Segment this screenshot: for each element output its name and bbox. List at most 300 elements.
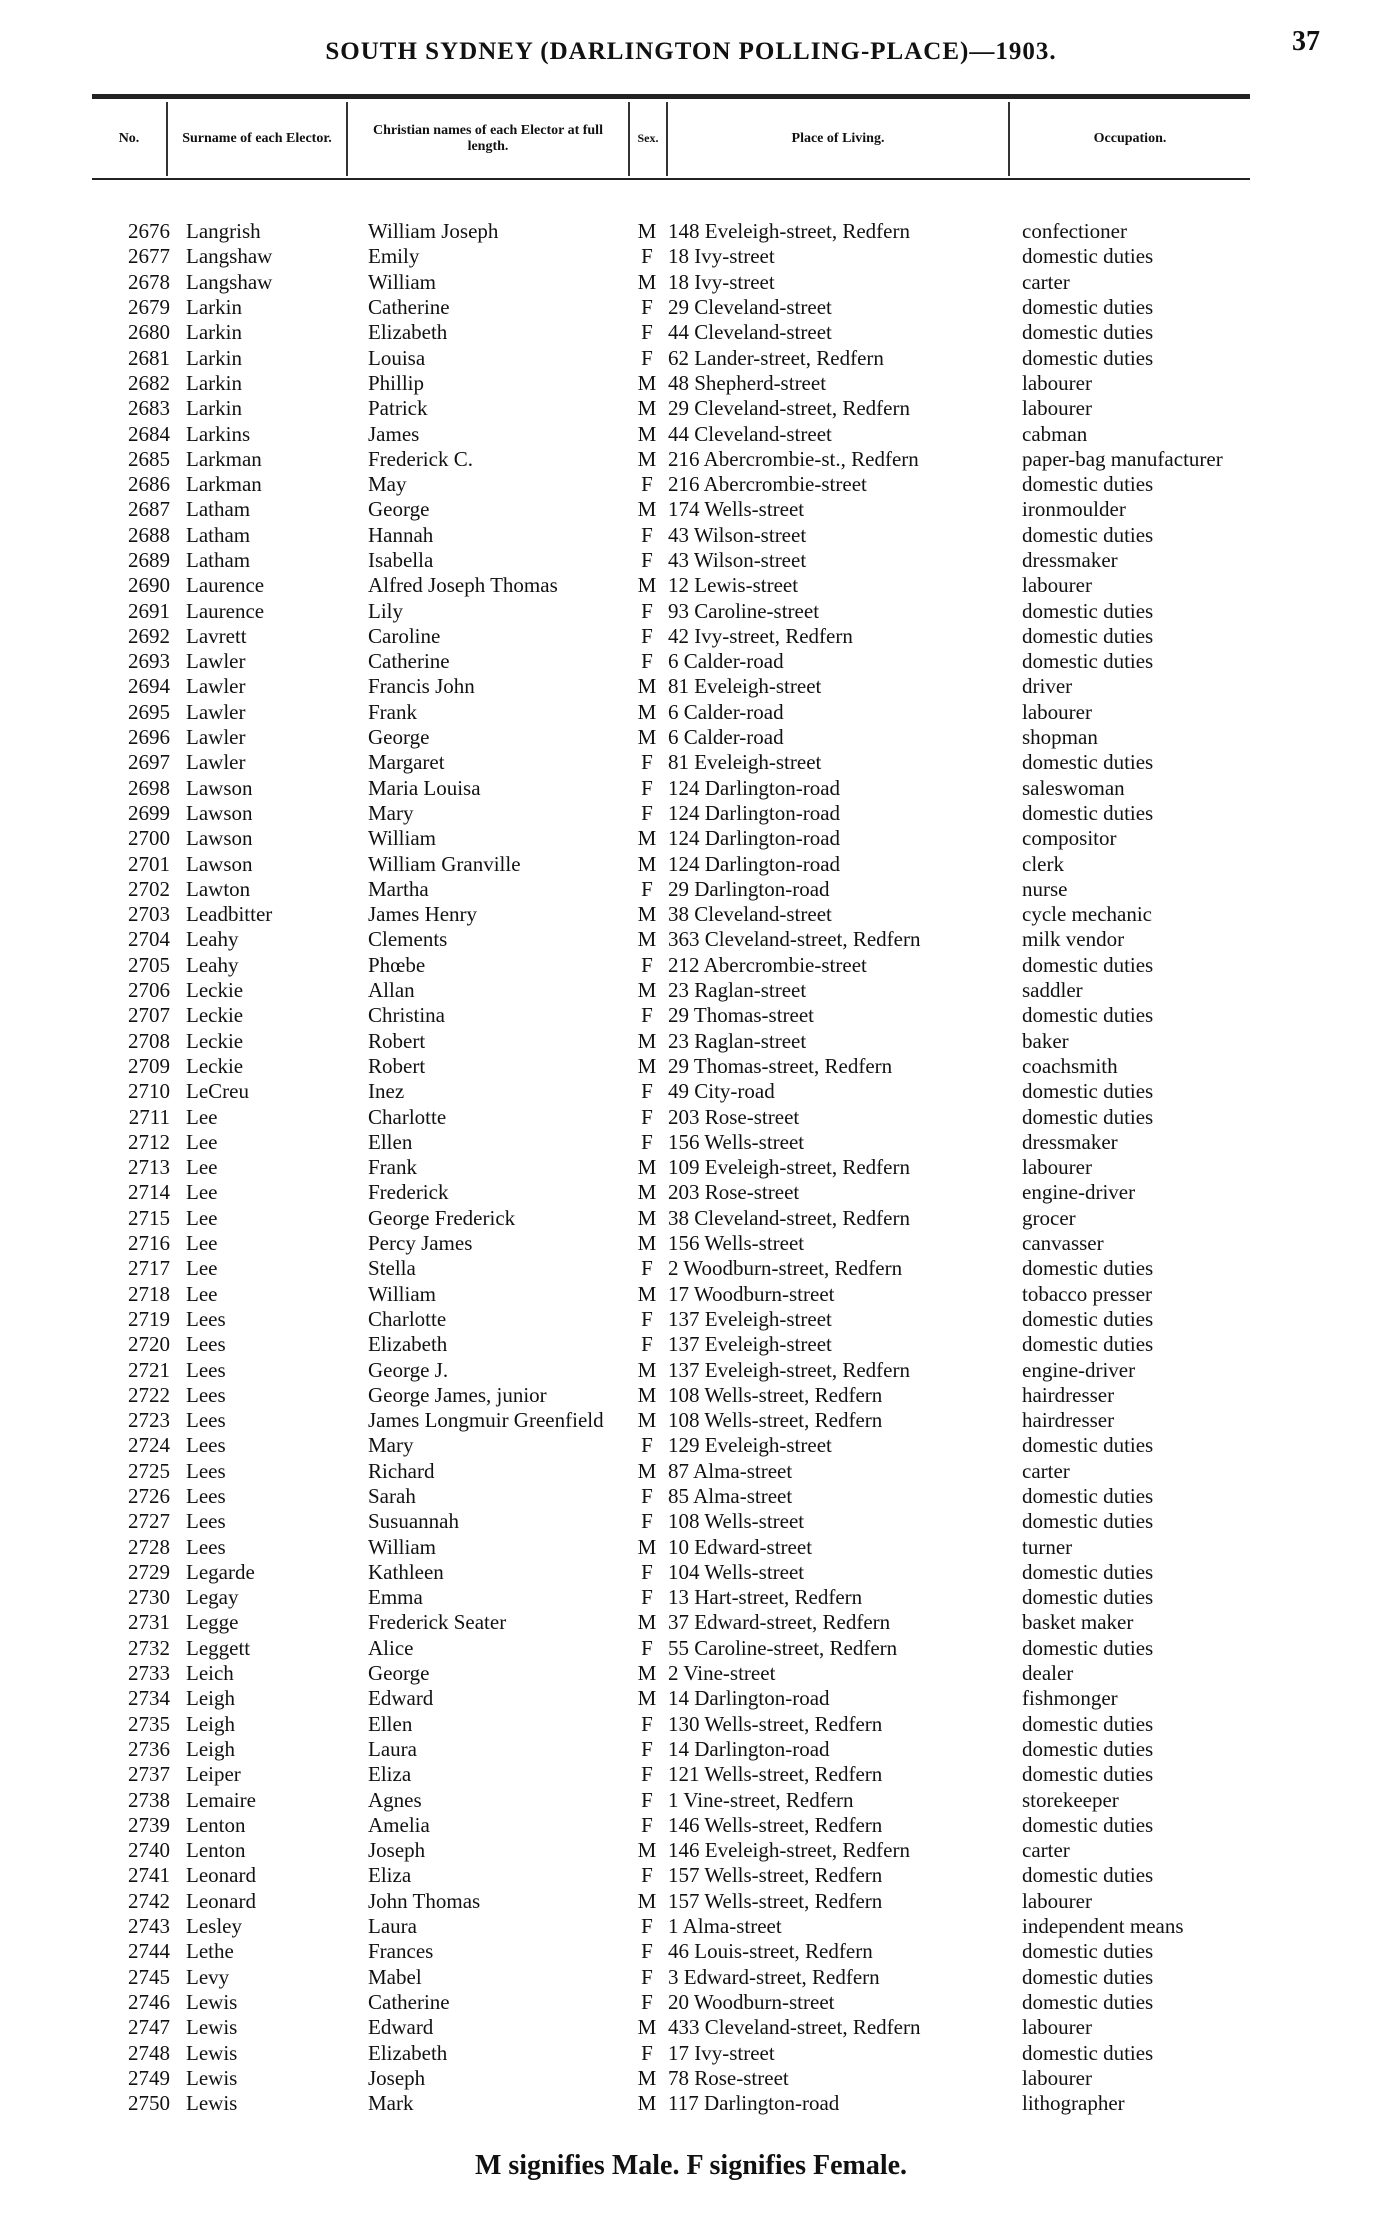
elector-place-of-living: 148 Eveleigh-street, Redfern <box>668 219 910 244</box>
elector-surname: Larkman <box>186 446 262 471</box>
table-row <box>92 1332 1292 1357</box>
elector-sex: F <box>641 1256 653 1281</box>
elector-place-of-living: 29 Cleveland-street <box>668 295 832 320</box>
table-row <box>92 1686 1292 1711</box>
table-row <box>92 1408 1292 1433</box>
elector-christian-names: George <box>368 725 430 750</box>
table-row <box>92 548 1292 573</box>
elector-christian-names: Francis John <box>368 674 475 699</box>
column-header-surname: Surname of each Elector. <box>168 102 348 176</box>
elector-occupation: domestic duties <box>1022 1509 1154 1534</box>
elector-christian-names: Phœbe <box>368 952 426 977</box>
elector-place-of-living: 23 Raglan-street <box>668 978 807 1003</box>
column-header-occupation: Occupation. <box>1093 130 1167 146</box>
elector-place-of-living: 49 City-road <box>668 1079 775 1104</box>
elector-surname: Lee <box>186 1180 218 1205</box>
elector-christian-names: Martha <box>368 876 429 901</box>
elector-sex: M <box>637 370 657 395</box>
elector-occupation: carter <box>1022 1838 1070 1863</box>
elector-occupation: domestic duties <box>1022 1559 1154 1584</box>
elector-sex: F <box>641 1989 653 2014</box>
elector-occupation: domestic duties <box>1022 2040 1154 2065</box>
elector-number: 2683 <box>128 396 170 421</box>
elector-sex: F <box>641 320 653 345</box>
elector-christian-names: May <box>368 472 407 497</box>
elector-sex: F <box>641 1129 653 1154</box>
elector-sex: M <box>637 1382 657 1407</box>
elector-christian-names: Richard <box>368 1458 435 1483</box>
elector-number: 2745 <box>128 1964 170 1989</box>
elector-place-of-living: 38 Cleveland-street <box>668 902 832 927</box>
elector-surname: Larkman <box>186 472 262 497</box>
table-row <box>92 776 1292 801</box>
elector-christian-names: Eliza <box>368 1762 412 1787</box>
elector-number: 2689 <box>128 548 170 572</box>
elector-number: 2716 <box>128 1231 170 1256</box>
elector-christian-names: Eliza <box>368 1863 412 1888</box>
elector-christian-names: Catherine <box>368 295 450 320</box>
elector-occupation: milk vendor <box>1022 927 1125 952</box>
elector-sex: F <box>641 1812 653 1837</box>
elector-sex: M <box>637 396 657 421</box>
elector-place-of-living: 203 Rose-street <box>668 1104 800 1129</box>
elector-surname: LeCreu <box>186 1079 249 1104</box>
elector-place-of-living: 17 Woodburn-street <box>668 1281 835 1306</box>
elector-christian-names: Frank <box>368 699 417 724</box>
elector-place-of-living: 81 Eveleigh-street <box>668 674 822 699</box>
elector-place-of-living: 146 Wells-street, Redfern <box>668 1812 883 1837</box>
table-row <box>92 270 1292 295</box>
table-row <box>92 1560 1292 1585</box>
table-row <box>92 2066 1292 2091</box>
elector-surname: Leigh <box>186 1736 235 1761</box>
elector-sex: M <box>637 1888 657 1913</box>
elector-number: 2740 <box>128 1838 170 1863</box>
elector-christian-names: Emma <box>368 1585 423 1610</box>
elector-surname: Lewis <box>186 1989 238 2014</box>
elector-surname: Lawler <box>186 674 246 699</box>
elector-sex: F <box>641 1964 653 1989</box>
elector-number: 2746 <box>128 1989 170 2014</box>
elector-christian-names: George <box>368 497 430 522</box>
elector-christian-names: Edward <box>368 1686 434 1711</box>
elector-list <box>92 219 1292 2116</box>
elector-surname: Latham <box>186 548 251 572</box>
elector-occupation: driver <box>1022 674 1073 699</box>
elector-christian-names: Phillip <box>368 370 425 395</box>
elector-sex: M <box>637 446 657 471</box>
elector-place-of-living: 38 Cleveland-street, Redfern <box>668 1205 910 1230</box>
elector-surname: Lewis <box>186 2015 238 2040</box>
elector-number: 2721 <box>128 1357 170 1382</box>
elector-number: 2695 <box>128 699 170 724</box>
table-row <box>92 447 1292 472</box>
elector-surname: Lavrett <box>186 623 247 648</box>
table-row <box>92 1307 1292 1332</box>
elector-occupation: hairdresser <box>1022 1382 1115 1407</box>
elector-occupation: domestic duties <box>1022 1585 1154 1610</box>
table-row <box>92 421 1292 446</box>
elector-surname: Legge <box>186 1610 239 1635</box>
elector-christian-names: Edward <box>368 2015 434 2040</box>
column-header-no: No. <box>92 102 168 176</box>
elector-place-of-living: 157 Wells-street, Redfern <box>668 1863 883 1888</box>
elector-sex: F <box>641 598 653 623</box>
elector-number: 2719 <box>128 1306 170 1331</box>
elector-christian-names: Caroline <box>368 623 441 648</box>
elector-place-of-living: 20 Woodburn-street <box>668 1989 835 2014</box>
elector-sex: F <box>641 295 653 320</box>
elector-christian-names: George J. <box>368 1357 449 1382</box>
elector-sex: M <box>637 2091 657 2116</box>
elector-surname: Larkin <box>186 370 242 395</box>
elector-number: 2717 <box>128 1256 170 1281</box>
elector-number: 2682 <box>128 370 170 395</box>
elector-surname: Lee <box>186 1205 218 1230</box>
elector-occupation: confectioner <box>1022 219 1127 244</box>
elector-number: 2728 <box>128 1534 170 1559</box>
table-row <box>92 1712 1292 1737</box>
elector-place-of-living: 363 Cleveland-street, Redfern <box>668 927 921 952</box>
elector-christian-names: Joseph <box>368 1838 426 1863</box>
table-row <box>92 953 1292 978</box>
elector-number: 2732 <box>128 1635 170 1660</box>
elector-sex: M <box>637 1281 657 1306</box>
elector-sex: M <box>637 826 657 851</box>
elector-surname: Laurence <box>186 598 265 623</box>
elector-place-of-living: 43 Wilson-street <box>668 548 807 572</box>
elector-occupation: compositor <box>1022 826 1117 851</box>
elector-sex: F <box>641 1635 653 1660</box>
elector-number: 2688 <box>128 522 170 547</box>
elector-occupation: dealer <box>1022 1661 1074 1686</box>
elector-place-of-living: 130 Wells-street, Redfern <box>668 1711 883 1736</box>
table-row <box>92 750 1292 775</box>
elector-sex: F <box>641 1483 653 1508</box>
elector-place-of-living: 29 Thomas-street, Redfern <box>668 1053 893 1078</box>
table-row <box>92 1054 1292 1079</box>
elector-place-of-living: 137 Eveleigh-street <box>668 1332 832 1357</box>
elector-place-of-living: 156 Wells-street <box>668 1129 805 1154</box>
elector-sex: M <box>637 1458 657 1483</box>
elector-surname: Lawson <box>186 800 253 825</box>
elector-sex: M <box>637 1838 657 1863</box>
table-row <box>92 1206 1292 1231</box>
table-row <box>92 1813 1292 1838</box>
elector-occupation: cabman <box>1022 421 1088 446</box>
elector-sex: M <box>637 978 657 1003</box>
elector-occupation: domestic duties <box>1022 1483 1154 1508</box>
elector-place-of-living: 12 Lewis-street <box>668 573 799 598</box>
elector-christian-names: Patrick <box>368 396 428 421</box>
elector-number: 2680 <box>128 320 170 345</box>
elector-occupation: domestic duties <box>1022 1433 1154 1458</box>
elector-occupation: ironmoulder <box>1022 497 1126 522</box>
elector-number: 2720 <box>128 1332 170 1357</box>
elector-occupation: domestic duties <box>1022 1003 1154 1028</box>
elector-sex: F <box>641 952 653 977</box>
elector-christian-names: Catherine <box>368 649 450 674</box>
elector-occupation: domestic duties <box>1022 598 1154 623</box>
elector-occupation: domestic duties <box>1022 800 1154 825</box>
elector-occupation: labourer <box>1022 1155 1092 1180</box>
elector-surname: Lenton <box>186 1838 246 1863</box>
elector-sex: F <box>641 1762 653 1787</box>
elector-sex: F <box>641 800 653 825</box>
elector-place-of-living: 2 Woodburn-street, Redfern <box>668 1256 903 1281</box>
elector-christian-names: Maria Louisa <box>368 775 481 800</box>
elector-sex: F <box>641 1863 653 1888</box>
elector-surname: Leigh <box>186 1711 235 1736</box>
elector-surname: Latham <box>186 497 251 522</box>
elector-surname: Lawler <box>186 750 246 775</box>
elector-number: 2730 <box>128 1585 170 1610</box>
elector-christian-names: Robert <box>368 1028 426 1053</box>
elector-number: 2699 <box>128 800 170 825</box>
elector-christian-names: William <box>368 269 436 294</box>
elector-number: 2684 <box>128 421 170 446</box>
table-row <box>92 1383 1292 1408</box>
elector-occupation: domestic duties <box>1022 1939 1154 1964</box>
elector-surname: Lees <box>186 1509 226 1534</box>
elector-occupation: domestic duties <box>1022 244 1154 269</box>
table-row <box>92 371 1292 396</box>
elector-sex: M <box>637 573 657 598</box>
elector-number: 2731 <box>128 1610 170 1635</box>
elector-occupation: labourer <box>1022 370 1092 395</box>
elector-place-of-living: 157 Wells-street, Redfern <box>668 1888 883 1913</box>
elector-christian-names: Clements <box>368 927 448 952</box>
table-row <box>92 472 1292 497</box>
elector-surname: Langshaw <box>186 269 273 294</box>
elector-occupation: nurse <box>1022 876 1068 901</box>
elector-sex: F <box>641 1914 653 1939</box>
table-row <box>92 1914 1292 1939</box>
elector-place-of-living: 17 Ivy-street <box>668 2040 775 2065</box>
elector-christian-names: Ellen <box>368 1711 413 1736</box>
elector-surname: Lawler <box>186 725 246 750</box>
elector-surname: Larkin <box>186 320 242 345</box>
elector-number: 2707 <box>128 1003 170 1028</box>
elector-surname: Leahy <box>186 927 239 952</box>
elector-christian-names: Susuannah <box>368 1509 459 1534</box>
table-row <box>92 1130 1292 1155</box>
elector-place-of-living: 93 Caroline-street <box>668 598 820 623</box>
elector-surname: Lenton <box>186 1812 246 1837</box>
table-row <box>92 1610 1292 1635</box>
elector-occupation: paper-bag manufacturer <box>1022 446 1223 471</box>
page-number: 37 <box>1292 26 1320 57</box>
table-row <box>92 1990 1292 2015</box>
elector-number: 2713 <box>128 1155 170 1180</box>
elector-sex: F <box>641 1104 653 1129</box>
table-row <box>92 1939 1292 1964</box>
elector-occupation: labourer <box>1022 1888 1092 1913</box>
elector-surname: Leckie <box>186 1028 244 1053</box>
elector-sex: F <box>641 876 653 901</box>
header-rule-top <box>92 94 1250 99</box>
elector-place-of-living: 124 Darlington-road <box>668 775 841 800</box>
elector-christian-names: Kathleen <box>368 1559 444 1584</box>
elector-place-of-living: 121 Wells-street, Redfern <box>668 1762 883 1787</box>
elector-place-of-living: 29 Cleveland-street, Redfern <box>668 396 910 421</box>
elector-christian-names: Laura <box>368 1914 417 1939</box>
elector-sex: M <box>637 1180 657 1205</box>
elector-place-of-living: 42 Ivy-street, Redfern <box>668 623 853 648</box>
elector-sex: M <box>637 2015 657 2040</box>
elector-place-of-living: 48 Shepherd-street <box>668 370 827 395</box>
elector-occupation: saddler <box>1022 978 1083 1003</box>
elector-place-of-living: 124 Darlington-road <box>668 851 841 876</box>
elector-number: 2726 <box>128 1483 170 1508</box>
table-row <box>92 1029 1292 1054</box>
elector-sex: M <box>637 269 657 294</box>
elector-sex: F <box>641 1079 653 1104</box>
elector-occupation: domestic duties <box>1022 295 1154 320</box>
elector-occupation: baker <box>1022 1028 1069 1053</box>
elector-sex: F <box>641 1939 653 1964</box>
table-row <box>92 1762 1292 1787</box>
elector-occupation: hairdresser <box>1022 1408 1115 1433</box>
elector-number: 2694 <box>128 674 170 699</box>
elector-number: 2690 <box>128 573 170 598</box>
elector-sex: M <box>637 1610 657 1635</box>
elector-christian-names: George <box>368 1661 430 1686</box>
elector-number: 2685 <box>128 446 170 471</box>
elector-occupation: domestic duties <box>1022 1863 1154 1888</box>
elector-christian-names: Charlotte <box>368 1306 447 1331</box>
elector-place-of-living: 137 Eveleigh-street <box>668 1306 832 1331</box>
elector-sex: F <box>641 1711 653 1736</box>
table-row <box>92 1155 1292 1180</box>
elector-place-of-living: 6 Calder-road <box>668 649 784 674</box>
elector-christian-names: Amelia <box>368 1812 430 1837</box>
elector-surname: Lesley <box>186 1914 242 1939</box>
elector-number: 2681 <box>128 345 170 370</box>
elector-surname: Levy <box>186 1964 230 1989</box>
table-row <box>92 396 1292 421</box>
elector-christian-names: John Thomas <box>368 1888 481 1913</box>
table-row <box>92 2040 1292 2065</box>
column-header-sex: Sex. <box>630 102 668 176</box>
elector-occupation: dressmaker <box>1022 548 1118 572</box>
elector-surname: Leckie <box>186 978 244 1003</box>
elector-christian-names: James Henry <box>368 902 478 927</box>
elector-place-of-living: 10 Edward-street <box>668 1534 813 1559</box>
elector-number: 2697 <box>128 750 170 775</box>
elector-place-of-living: 62 Lander-street, Redfern <box>668 345 884 370</box>
elector-surname: Laurence <box>186 573 265 598</box>
elector-number: 2734 <box>128 1686 170 1711</box>
table-row <box>92 927 1292 952</box>
table-row <box>92 1661 1292 1686</box>
table-row <box>92 801 1292 826</box>
elector-place-of-living: 6 Calder-road <box>668 699 784 724</box>
elector-sex: M <box>637 674 657 699</box>
elector-christian-names: Frederick Seater <box>368 1610 507 1635</box>
table-row <box>92 725 1292 750</box>
elector-christian-names: Frank <box>368 1155 417 1180</box>
elector-christian-names: Stella <box>368 1256 416 1281</box>
table-row <box>92 573 1292 598</box>
table-row <box>92 1863 1292 1888</box>
table-row <box>92 1964 1292 1989</box>
elector-place-of-living: 18 Ivy-street <box>668 244 775 269</box>
table-row <box>92 1079 1292 1104</box>
elector-number: 2718 <box>128 1281 170 1306</box>
elector-number: 2715 <box>128 1205 170 1230</box>
elector-place-of-living: 212 Abercrombie-street <box>668 952 867 977</box>
elector-surname: Lawson <box>186 775 253 800</box>
elector-christian-names: Elizabeth <box>368 320 448 345</box>
table-row <box>92 244 1292 269</box>
elector-number: 2748 <box>128 2040 170 2065</box>
elector-sex: F <box>641 1003 653 1028</box>
elector-occupation: labourer <box>1022 2015 1092 2040</box>
elector-place-of-living: 146 Eveleigh-street, Redfern <box>668 1838 910 1863</box>
table-row <box>92 1104 1292 1129</box>
elector-occupation: domestic duties <box>1022 1762 1154 1787</box>
table-row <box>92 1281 1292 1306</box>
elector-christian-names: Frederick <box>368 1180 449 1205</box>
elector-place-of-living: 44 Cleveland-street <box>668 421 832 446</box>
elector-number: 2692 <box>128 623 170 648</box>
elector-occupation: labourer <box>1022 573 1092 598</box>
elector-sex: M <box>637 1661 657 1686</box>
elector-surname: Legay <box>186 1585 239 1610</box>
elector-surname: Lethe <box>186 1939 234 1964</box>
elector-christian-names: Emily <box>368 244 420 269</box>
elector-christian-names: Inez <box>368 1079 405 1104</box>
elector-place-of-living: 37 Edward-street, Redfern <box>668 1610 891 1635</box>
table-row <box>92 674 1292 699</box>
elector-number: 2711 <box>128 1104 170 1129</box>
elector-place-of-living: 109 Eveleigh-street, Redfern <box>668 1155 910 1180</box>
elector-place-of-living: 44 Cleveland-street <box>668 320 832 345</box>
elector-number: 2706 <box>128 978 170 1003</box>
header-rule-bottom <box>92 178 1250 180</box>
elector-christian-names: William Granville <box>368 851 521 876</box>
elector-number: 2733 <box>128 1661 170 1686</box>
elector-christian-names: George Frederick <box>368 1205 516 1230</box>
elector-occupation: turner <box>1022 1534 1073 1559</box>
elector-place-of-living: 46 Louis-street, Redfern <box>668 1939 873 1964</box>
elector-sex: M <box>637 219 657 244</box>
elector-christian-names: Laura <box>368 1736 417 1761</box>
elector-number: 2677 <box>128 244 170 269</box>
table-row <box>92 1889 1292 1914</box>
elector-place-of-living: 3 Edward-street, Redfern <box>668 1964 880 1989</box>
elector-surname: Langshaw <box>186 244 273 269</box>
elector-christian-names: Elizabeth <box>368 1332 448 1357</box>
elector-sex: M <box>637 1408 657 1433</box>
elector-surname: Lewis <box>186 2091 238 2116</box>
elector-place-of-living: 104 Wells-street <box>668 1559 805 1584</box>
elector-number: 2679 <box>128 295 170 320</box>
elector-number: 2714 <box>128 1180 170 1205</box>
elector-sex: M <box>637 725 657 750</box>
elector-surname: Leckie <box>186 1003 244 1028</box>
elector-christian-names: Catherine <box>368 1989 450 2014</box>
elector-surname: Lees <box>186 1534 226 1559</box>
elector-occupation: shopman <box>1022 725 1098 750</box>
table-row <box>92 1231 1292 1256</box>
elector-christian-names: James Longmuir Greenfield <box>368 1408 604 1433</box>
elector-number: 2698 <box>128 775 170 800</box>
elector-occupation: domestic duties <box>1022 1635 1154 1660</box>
elector-surname: Langrish <box>186 219 261 244</box>
elector-place-of-living: 124 Darlington-road <box>668 826 841 851</box>
